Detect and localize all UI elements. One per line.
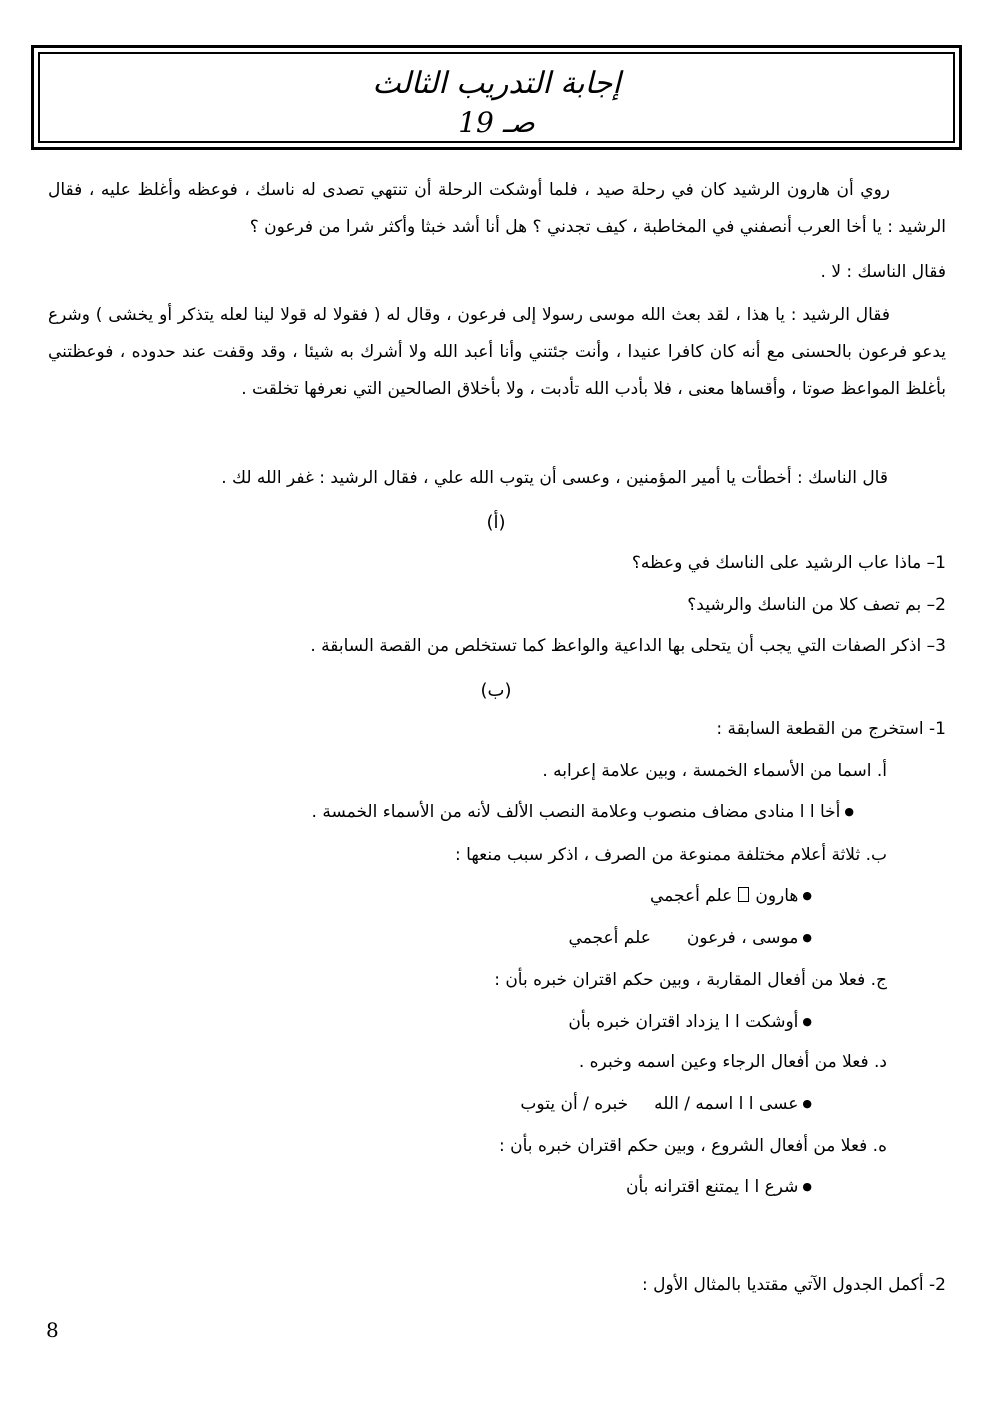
story-paragraph-1-end: فقال الناسك : لا . — [820, 262, 946, 282]
section-a-label: (أ) — [486, 512, 506, 533]
item-b-answer-2-name: ● موسى ، فرعون — [687, 928, 812, 948]
item-b-answer-2-reason: علم أعجمي — [568, 928, 651, 948]
item-d-answer — [520, 1094, 812, 1114]
item-a-prompt: أ. اسما من الأسماء الخمسة ، وبين علامة إعرابه . — [542, 761, 887, 781]
item-e-answer: ● شرع ا ا يمتنع اقترانه بأن — [626, 1177, 812, 1197]
question-b-1: 1- استخرج من القطعة السابقة : — [716, 719, 946, 739]
page-number: 8 — [46, 1318, 59, 1342]
story-paragraph-2: فقال الرشيد : يا هذا ، لقد بعث الله موسى رسولا إلى فرعون ، وقال له ( فقولا له قولا لينا لعله يتذكر أو يخشى ) وشرع يدعو فرعون بالحسنى مع أنه كان كافرا عنيدا ، وأنت جئتني وأنا أعبد الله ولا أشرك به شيئا ، وقد وقفت عند حدوده ، فوعظتني بأغلظ المواعظ صوتا ، وأقساها معنى ، فلا بأدب الله تأدبت ، ولا بأخلاق الصالحين التي نعرفها تخلقت . — [48, 305, 946, 399]
item-c-answer: ● أوشكت ا ا يزداد اقتران خبره بأن — [568, 1012, 812, 1032]
item-c-prompt: ج. فعلا من أفعال المقاربة ، وبين حكم اقتران خبره بأن : — [494, 970, 887, 990]
question-a-3: 3– اذكر الصفات التي يجب أن يتحلى بها الداعية والواعظ كما تستخلص من القصة السابقة . — [310, 636, 946, 656]
item-b-answer-1 — [650, 886, 812, 906]
box-glyph-icon — [738, 887, 749, 902]
page-title: إجابة التدريب الثالث — [372, 66, 621, 101]
item-d-answer-subject: ● عسى ا ا اسمه / الله — [654, 1094, 812, 1114]
item-b-answer-1-reason: علم أعجمي — [650, 886, 733, 906]
page-reference: صـ 19 — [458, 106, 535, 139]
item-a-answer: ● أخا ا ا منادى مضاف منصوب وعلامة النصب الألف لأنه من الأسماء الخمسة . — [312, 802, 854, 822]
story-paragraph-3: قال الناسك : أخطأت يا أمير المؤمنين ، وعسى أن يتوب الله علي ، فقال الرشيد : غفر الله لك . — [221, 468, 888, 488]
story-paragraph-1: روي أن هارون الرشيد كان في رحلة صيد ، فلما أوشكت الرحلة أن تنتهي تصدى له ناسك ، فوعظه وأغلظ عليه ، فقال الرشيد : يا أخا العرب أنصفني في المخاطبة ، كيف تجدني ؟ هل أنا أشد خبثا وأكثر شرا من فرعون ؟ — [48, 180, 946, 237]
item-b-answer-1-name: ● هارون — [755, 886, 812, 906]
item-d-answer-predicate: خبره / أن يتوب — [520, 1094, 629, 1114]
title-box — [31, 45, 962, 150]
question-a-1: 1– ماذا عاب الرشيد على الناسك في وعظه؟ — [631, 553, 946, 573]
item-b-answer-2 — [569, 928, 812, 948]
question-a-2: 2– بم تصف كلا من الناسك والرشيد؟ — [687, 595, 946, 615]
item-e-prompt: ه. فعلا من أفعال الشروع ، وبين حكم اقتران خبره بأن : — [499, 1136, 887, 1156]
section-b-label: (ب) — [480, 680, 512, 701]
question-b-2: 2- أكمل الجدول الآتي مقتديا بالمثال الأول : — [642, 1275, 946, 1295]
item-b-prompt: ب. ثلاثة أعلام مختلفة ممنوعة من الصرف ، اذكر سبب منعها : — [455, 845, 887, 865]
item-d-prompt: د. فعلا من أفعال الرجاء وعين اسمه وخبره . — [578, 1052, 887, 1072]
title-frame — [38, 52, 955, 143]
